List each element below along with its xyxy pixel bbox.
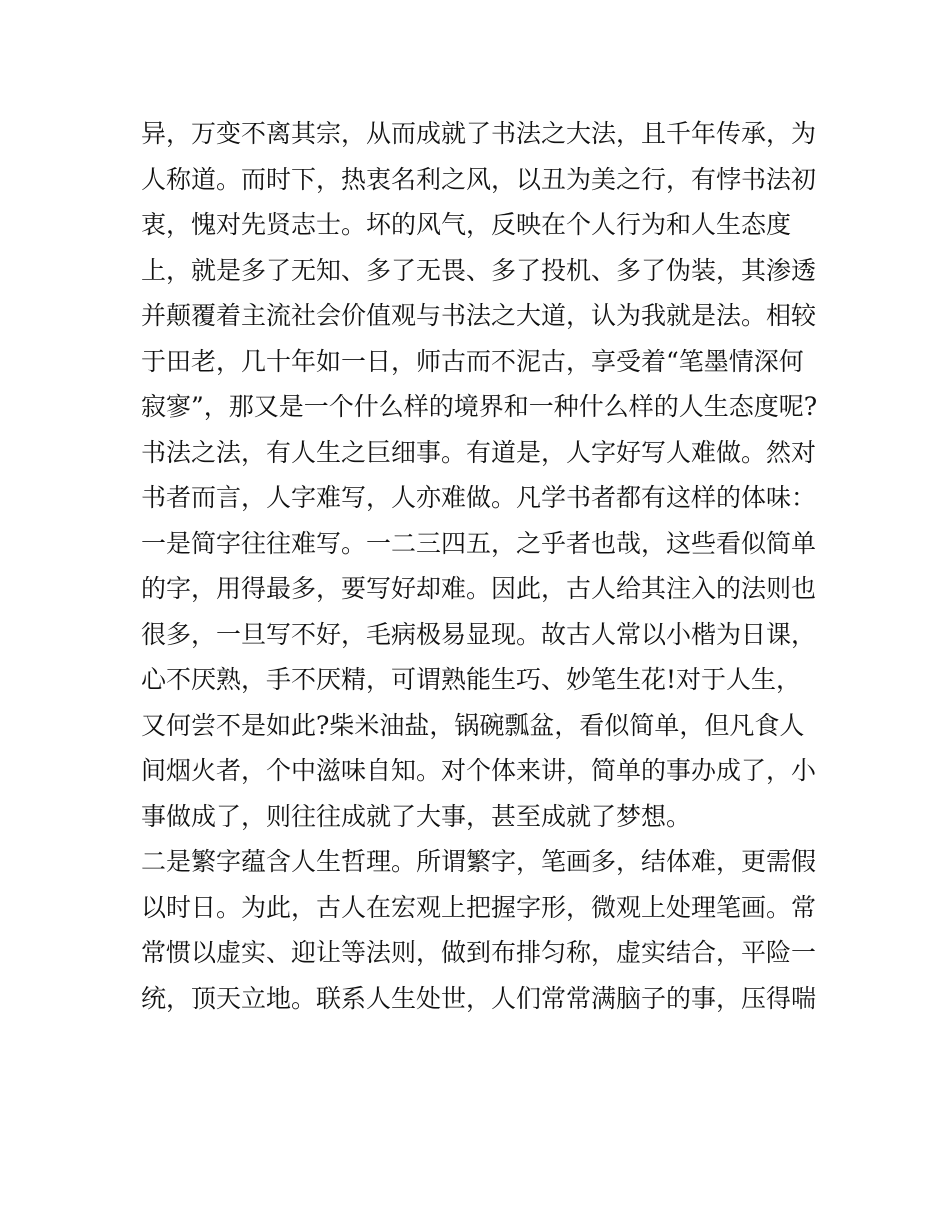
text-line: 并颠覆着主流社会价值观与书法之大道，认为我就是法。相较 — [141, 301, 817, 330]
text-line: 衷，愧对先贤志士。坏的风气，反映在个人行为和人生态度 — [141, 210, 792, 239]
text-line: 于田老，几十年如一日，师古而不泥古，享受着“笔墨情深何 — [141, 346, 804, 376]
text-line: 异，万变不离其宗，从而成就了书法之大法，且千年传承，为 — [141, 119, 817, 148]
text-line: 很多，一旦写不好，毛病极易显现。故古人常以小楷为日课， — [141, 619, 817, 649]
text-line: 二是繁字蕴含人生哲理。所谓繁字，笔画多，结体难，更需假 — [141, 847, 817, 876]
text-line: 事做成了，则往往成就了大事，甚至成就了梦想。 — [141, 801, 692, 831]
text-line: 心不厌熟，手不厌精，可谓熟能生巧、妙笔生花!对于人生， — [141, 665, 802, 694]
text-line: 寂寥”，那又是一个什么样的境界和一种什么样的人生态度呢? — [141, 392, 818, 421]
text-line: 以时日。为此，古人在宏观上把握字形，微观上处理笔画。常 — [141, 892, 817, 922]
text-line: 常惯以虚实、迎让等法则，做到布排匀称，虚实结合，平险一 — [141, 938, 817, 967]
text-line: 一是简字往往难写。一二三四五，之乎者也哉，这些看似简单 — [141, 528, 817, 558]
text-line: 统，顶天立地。联系人生处世，人们常常满脑子的事，压得喘 — [141, 983, 817, 1013]
text-line: 上，就是多了无知、多了无畏、多了投机、多了伪装，其渗透 — [141, 255, 817, 285]
body-text — [141, 111, 821, 1021]
text-line: 书法之法，有人生之巨细事。有道是，人字好写人难做。然对 — [141, 437, 817, 467]
text-line: 人称道。而时下，热衷名利之风，以丑为美之行，有悖书法初 — [141, 164, 817, 194]
text-line: 又何尝不是如此?柴米油盐，锅碗瓢盆，看似简单，但凡食人 — [141, 710, 805, 740]
text-line: 的字，用得最多，要写好却难。因此，古人给其注入的法则也 — [141, 574, 817, 603]
text-line: 书者而言，人字难写，人亦难做。凡学书者都有这样的体味： — [141, 483, 817, 512]
text-line: 间烟火者，个中滋味自知。对个体来讲，简单的事办成了，小 — [141, 756, 817, 785]
